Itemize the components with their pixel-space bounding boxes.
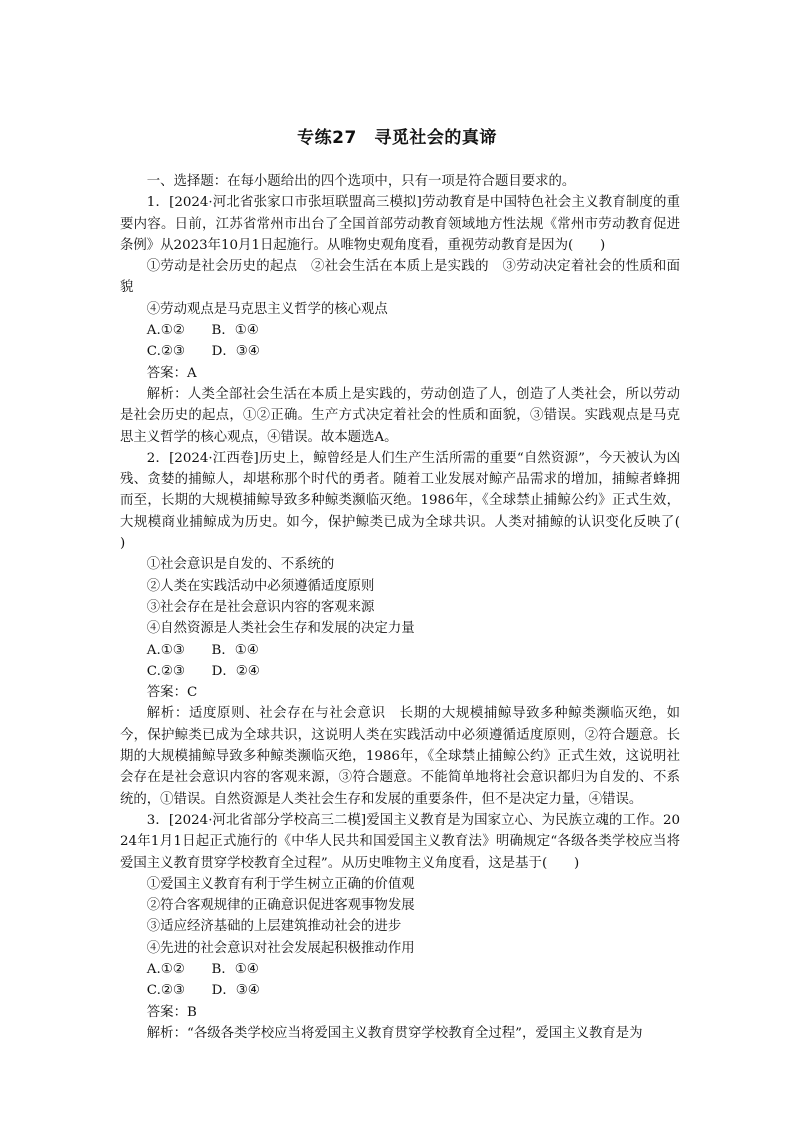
question-3-option: ①爱国主义教育有利于学生树立正确的价值观	[146, 876, 415, 892]
question-3-choices: C.②③ D．③④	[146, 983, 260, 999]
question-1-stem: 1．[2024·河北省张家口市张垣联盟高三模拟]劳动教育是中国特色社会主义教育制度的重要内容。日前，江苏省常州市出台了全国首部劳动教育领域地方性法规《常州市劳动教育促进条例》从2023年10月1日起施行。从唯物史观角度看，重视劳动教育是因为( )	[120, 195, 680, 253]
question-2-analysis: 解析：适度原则、社会存在与社会意识 长期的大规模捕鲸导致多种鲸类濒临灭绝，如今，保护鲸类已成为全球共识，这说明人类在实践活动中必须遵循适度原则，②符合题意。长期的大规模捕鲸导致多种鲸类濒临灭绝，1986年，《全球禁止捕鲸公约》正式生效，这说明社会存在是社会意识内容的客观来源，③符合题意。不能简单地将社会意识都归为自发的、不系统的，①错误。自然资源是人类社会生存和发展的重要条件，但不是决定力量，④错误。	[120, 706, 680, 807]
section-heading: 一、选择题：在每小题给出的四个选项中，只有一项是符合题目要求的。	[146, 174, 576, 189]
question-1-answer: 答案：A	[146, 365, 197, 381]
question-3-choices: A.①② B．①④	[146, 961, 259, 977]
question-2-option: ④自然资源是人类社会生存和发展的决定力量	[146, 621, 415, 637]
question-2-option: ②人类在实践活动中必须遵循适度原则	[146, 578, 375, 594]
question-1-choices: C.②③ D．③④	[146, 344, 260, 360]
question-1-option: ①劳动是社会历史的起点 ②社会生活在本质上是实践的 ③劳动决定着社会的性质和面貌	[120, 259, 680, 296]
exercise-content	[120, 171, 707, 1044]
question-3-answer: 答案：B	[146, 1004, 197, 1020]
question-3-option: ③适应经济基础的上层建筑推动社会的进步	[146, 919, 402, 935]
question-3-stem: 3．[2024·河北省部分学校高三二模]爱国主义教育是为国家立心、为民族立魂的工作。2024年1月1日起正式施行的《中华人民共和国爱国主义教育法》明确规定“各级各类学校应当将爱国主义教育贯穿学校教育全过程”。从历史唯物主义角度看，这是基于( )	[120, 812, 680, 871]
question-2-option: ③社会存在是社会意识内容的客观来源	[146, 599, 375, 615]
question-1-analysis: 解析：人类全部社会生活在本质上是实践的，劳动创造了人，创造了人类社会，所以劳动是社会历史的起点，①②正确。生产方式决定着社会的性质和面貌，③错误。实践观点是马克思主义哲学的核心观点，④错误。故本题选A。	[120, 386, 680, 445]
question-1-choices: A.①② B．①④	[146, 323, 259, 339]
question-2-option: ①社会意识是自发的、不系统的	[146, 557, 335, 573]
question-1-option: ④劳动观点是马克思主义哲学的核心观点	[146, 301, 388, 317]
question-2-choices: A.①③ B．①④	[146, 642, 259, 658]
question-2-stem: 2．[2024·江西卷]历史上，鲸曾经是人们生产生活所需的重要“自然资源”，今天被认为凶残、贪婪的捕鲸人，却堪称那个时代的勇者。随着工业发展对鲸产品需求的增加，捕鲸者蜂拥而至，长期的大规模捕鲸导致多种鲸类濒临灭绝。1986年，《全球禁止捕鲸公约》正式生效，大规模商业捕鲸成为历史。如今，保护鲸类已成为全球共识。人类对捕鲸的认识变化反映了( )	[120, 450, 707, 552]
question-2-choices: C.②③ D．②④	[146, 663, 260, 679]
question-3-option: ④先进的社会意识对社会发展起积极推动作用	[146, 940, 415, 956]
question-3-analysis: 解析：“各级各类学校应当将爱国主义教育贯穿学校教育全过程”，爱国主义教育是为	[146, 1025, 643, 1041]
question-2-answer: 答案：C	[146, 685, 198, 701]
page-title: 专练27 寻觅社会的真谛	[297, 128, 497, 148]
question-3-option: ②符合客观规律的正确意识促进客观事物发展	[146, 898, 415, 914]
